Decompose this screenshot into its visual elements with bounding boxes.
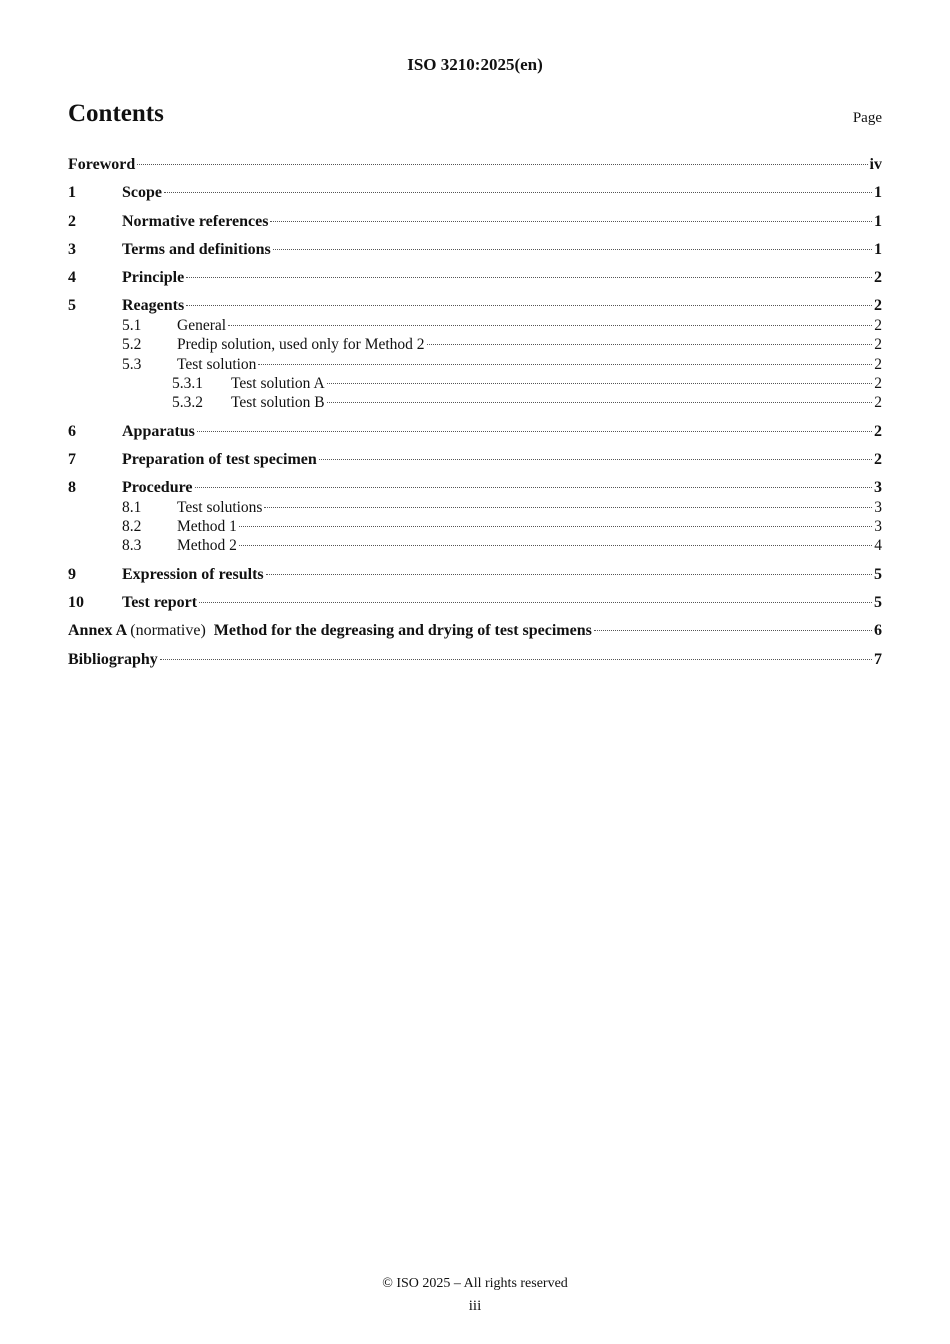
toc-entry-number: 2 [68,212,76,230]
toc-entry[interactable] [68,155,882,174]
toc-entry-title-text: Method 2 [177,537,237,555]
toc-entry-qualifier: (normative) [130,622,206,640]
toc-entry-page: 2 [874,374,882,392]
toc-entry-title-text: Normative references [122,212,269,230]
dot-leader [427,344,873,345]
toc-entry-subtitle: Method for the degreasing and drying of test specimens [213,622,592,640]
toc-entry-title-text: Method 1 [177,517,237,535]
toc-entry[interactable] [68,536,882,555]
toc-entry[interactable] [68,268,882,287]
dot-leader [160,659,872,660]
dot-leader [594,630,872,631]
toc-entry[interactable] [68,374,882,393]
toc-entry-page: 3 [874,517,882,535]
dot-leader [197,431,872,432]
toc-entry[interactable] [68,478,882,497]
dot-leader [258,364,872,365]
page-column-label: Page [852,110,882,126]
toc-entry[interactable] [68,621,882,640]
toc-entry-page: 2 [874,316,882,334]
toc-entry-title-text: Expression of results [122,565,264,583]
toc-entry-title-text: Preparation of test specimen [122,450,317,468]
toc-entry-title[interactable] [122,422,195,441]
page-title: Contents [68,100,164,127]
table-of-contents [68,155,882,669]
toc-entry-page: 6 [874,622,882,640]
dot-leader [319,459,872,460]
toc-entry-title-text: Foreword [68,156,136,173]
toc-entry-title-text: Principle [122,269,185,287]
toc-entry-number: 5.3.2 [172,394,203,412]
toc-entry-page: iv [869,156,882,173]
toc-entry-title-text: Test solution A [231,374,325,392]
toc-entry[interactable] [68,422,882,441]
dot-leader [327,402,873,403]
toc-entry-number: 9 [68,565,76,583]
toc-entry-number: 3 [68,240,76,258]
toc-entry[interactable] [68,517,882,536]
toc-entry-page: 7 [874,650,882,668]
toc-entry-title[interactable] [68,155,135,174]
toc-entry-page: 3 [874,479,882,497]
toc-entry-number: 5 [68,297,76,315]
toc-entry[interactable] [68,335,882,354]
toc-entry-title-text: Procedure [122,479,193,497]
toc-entry-number: 5.2 [122,336,142,354]
toc-entry-page: 1 [874,212,882,230]
toc-entry[interactable] [68,450,882,469]
toc-entry[interactable] [68,498,882,517]
dot-leader [270,221,872,222]
dot-leader [264,507,872,508]
dot-leader [239,526,872,527]
toc-entry-title-text: Reagents [122,297,185,315]
toc-entry-number: 10 [68,593,84,611]
toc-entry[interactable] [68,296,882,315]
toc-entry-title[interactable] [177,536,237,555]
toc-entry[interactable] [68,183,882,202]
toc-entry-title-text: General [177,316,227,334]
dot-leader [186,305,872,306]
toc-entry-title[interactable] [122,183,162,202]
dot-leader [199,602,872,603]
toc-entry-number: 5.3 [122,355,142,373]
toc-entry-number: 5.3.1 [172,374,203,392]
toc-entry-number: 8.1 [122,498,142,516]
dot-leader [186,277,872,278]
dot-leader [137,164,867,165]
copyright-footer: © ISO 2025 – All rights reserved [382,1276,568,1291]
toc-entry-title[interactable] [231,374,325,393]
toc-entry-page: 2 [874,450,882,468]
toc-entry-title-text: Apparatus [122,422,195,440]
toc-entry-title[interactable] [122,478,193,497]
toc-entry-title[interactable] [122,593,197,612]
toc-entry-title[interactable] [122,450,317,469]
page-number: iii [468,1298,482,1314]
toc-entry-title[interactable] [68,621,592,640]
toc-entry-number: 5.1 [122,316,142,334]
toc-entry-title-text: Predip solution, used only for Method 2 [177,336,425,354]
toc-entry[interactable] [68,565,882,584]
toc-entry[interactable] [68,212,882,231]
toc-entry-title-text: Test report [122,593,198,611]
toc-entry-title[interactable] [68,650,158,669]
toc-entry-title[interactable] [177,355,256,374]
toc-entry[interactable] [68,240,882,259]
toc-entry[interactable] [68,650,882,669]
toc-entry-number: 8.3 [122,537,142,555]
toc-entry-number: 8 [68,479,76,497]
toc-entry-page: 2 [874,297,882,315]
toc-entry-title[interactable] [122,240,271,259]
toc-entry[interactable] [68,355,882,374]
toc-entry-title-text: Scope [122,184,162,202]
toc-entry-page: 4 [874,537,882,555]
dot-leader [327,383,873,384]
toc-entry-title[interactable] [122,296,184,315]
toc-entry-page: 1 [874,240,882,258]
toc-entry-page: 3 [874,498,882,516]
toc-entry-title[interactable] [177,517,237,536]
toc-entry-title-text: Test solution [177,355,257,373]
toc-entry-page: 2 [874,422,882,440]
toc-entry-number: 7 [68,450,76,468]
dot-leader [195,487,873,488]
toc-entry-title-text: Terms and definitions [122,240,271,258]
toc-entry-title[interactable] [122,565,264,584]
toc-entry-page: 2 [874,269,882,287]
toc-entry-title[interactable] [177,316,226,335]
toc-entry-title-text: Annex A [68,622,127,640]
toc-entry-title-text: Test solutions [177,498,263,516]
toc-entry-page: 2 [874,355,882,373]
toc-entry-title[interactable] [122,268,184,287]
toc-entry-title-text: Bibliography [68,650,158,668]
toc-entry-page: 2 [874,394,882,412]
toc-entry-page: 5 [874,565,882,583]
toc-entry-title-text: Test solution B [231,394,325,412]
dot-leader [273,249,872,250]
toc-entry-number: 1 [68,184,76,202]
toc-entry-title[interactable] [122,212,268,231]
toc-entry-number: 6 [68,422,76,440]
toc-entry-page: 1 [874,184,882,202]
toc-entry-title[interactable] [231,393,325,412]
dot-leader [228,325,872,326]
dot-leader [164,192,872,193]
toc-entry-number: 4 [68,269,76,287]
toc-entry-title[interactable] [177,498,262,517]
toc-entry[interactable] [68,593,882,612]
dot-leader [266,574,872,575]
dot-leader [239,545,872,546]
toc-entry[interactable] [68,393,882,412]
document-header: ISO 3210:2025(en) [407,55,543,74]
toc-entry-number: 8.2 [122,517,142,535]
toc-entry-page: 2 [874,336,882,354]
toc-entry-page: 5 [874,593,882,611]
toc-entry[interactable] [68,316,882,335]
toc-entry-title[interactable] [177,335,425,354]
